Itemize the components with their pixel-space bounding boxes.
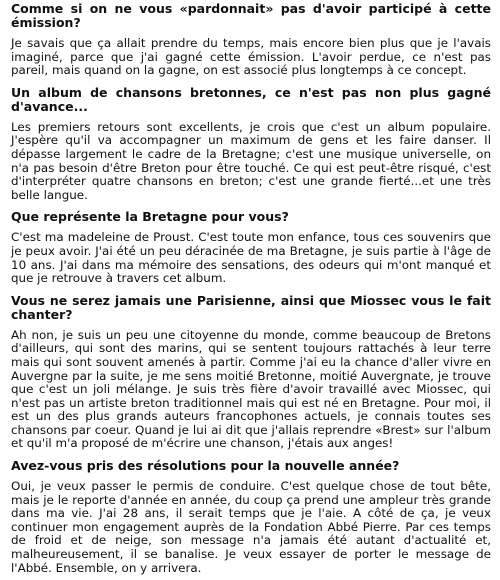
question-heading: Que représente la Bretagne pour vous? xyxy=(11,209,289,225)
question-heading: Un album de chansons bretonnes, ce n'est pas non plus gagné d'avance... xyxy=(11,84,491,114)
answer-paragraph: C'est ma madeleine de Proust. C'est toute mon enfance, tous ces souvenirs que je peux avoir. J'ai été un peu déracinée de ma Bretagne, je suis partie à l'âge de 10 ans. J'ai dans ma mémoire des sensations, des odeurs qui m'ont manqué et que je retrouve à travers cet album. xyxy=(11,230,491,286)
answer-paragraph: Je savais que ça allait prendre du temps, mais encore bien plus que je l'avais imaginé, parce que j'ai gagné cette émission. L'avoir perdue, ce n'est pas pareil, mais quand on la gagne, on est associé plus longtemps à ce concept. xyxy=(11,36,491,78)
answer-paragraph: Ah non, je suis un peu une citoyenne du monde, comme beaucoup de Bretons d'ailleurs, qui sont des marins, qui se sentent toujours rattachés à leur terre mais qui sont souvent amenés à partir. Comme j'ai eu la chance d'aller vivre en Auvergne par la suite, je me sens moitié Bretonne, moitié Auvergnate, je trouve que c'est un joli mélange. Je suis très fière d'avoir travaillé avec Miossec, qui n'est pas un artiste breton traditionnel mais qui est né en Bretagne. Pour moi, il est un des plus grands auteurs francophones actuels, je connais toutes ses chansons par coeur. Quand je lui ai dit que j'allais reprendre «Brest» sur l'album et qu'il m'a proposé de m'écrire une chanson, j'étais aux anges! xyxy=(11,327,491,451)
qa-block-2 xyxy=(11,86,491,203)
question-heading: Vous ne serez jamais une Parisienne, ainsi que Miossec vous le fait chanter? xyxy=(11,292,491,322)
answer-paragraph: Oui, je veux passer le permis de conduire. C'est quelque chose de tout bête, mais je le reporte d'année en année, du coup ça prend une ampleur très grande dans ma vie. J'ai 28 ans, il serait temps que je l'aie. A côté de ça, je veux continuer mon engagement auprès de la Fondation Abbé Pierre. Par ces temps de froid et de neige, son message n'a jamais été autant d'actualité et, malheureusement, il se banalise. Je veux essayer de porter le message de l'Abbé. Ensemble, on y arrivera. xyxy=(11,479,491,575)
answer-paragraph: Les premiers retours sont excellents, je crois que c'est un album populaire. J'espère qu'il va accompagner un maximum de gens et les faire danser. Il dépasse largement le cadre de la Bretagne; c'est une musique universelle, on n'a pas besoin d'être Breton pour être touché. Ce qui est peut-être risqué, c'est d'interpréter quatre chansons en breton; c'est une grande fierté...et une très belle langue. xyxy=(11,119,491,202)
qa-block-5 xyxy=(11,459,491,575)
question-heading: Comme si on ne vous «pardonnait» pas d'avoir participé à cette émission? xyxy=(11,1,491,30)
qa-block-1 xyxy=(11,0,491,78)
question-heading: Avez-vous pris des résolutions pour la nouvelle année? xyxy=(11,458,400,474)
qa-block-3 xyxy=(11,210,491,285)
qa-block-4 xyxy=(11,294,491,451)
